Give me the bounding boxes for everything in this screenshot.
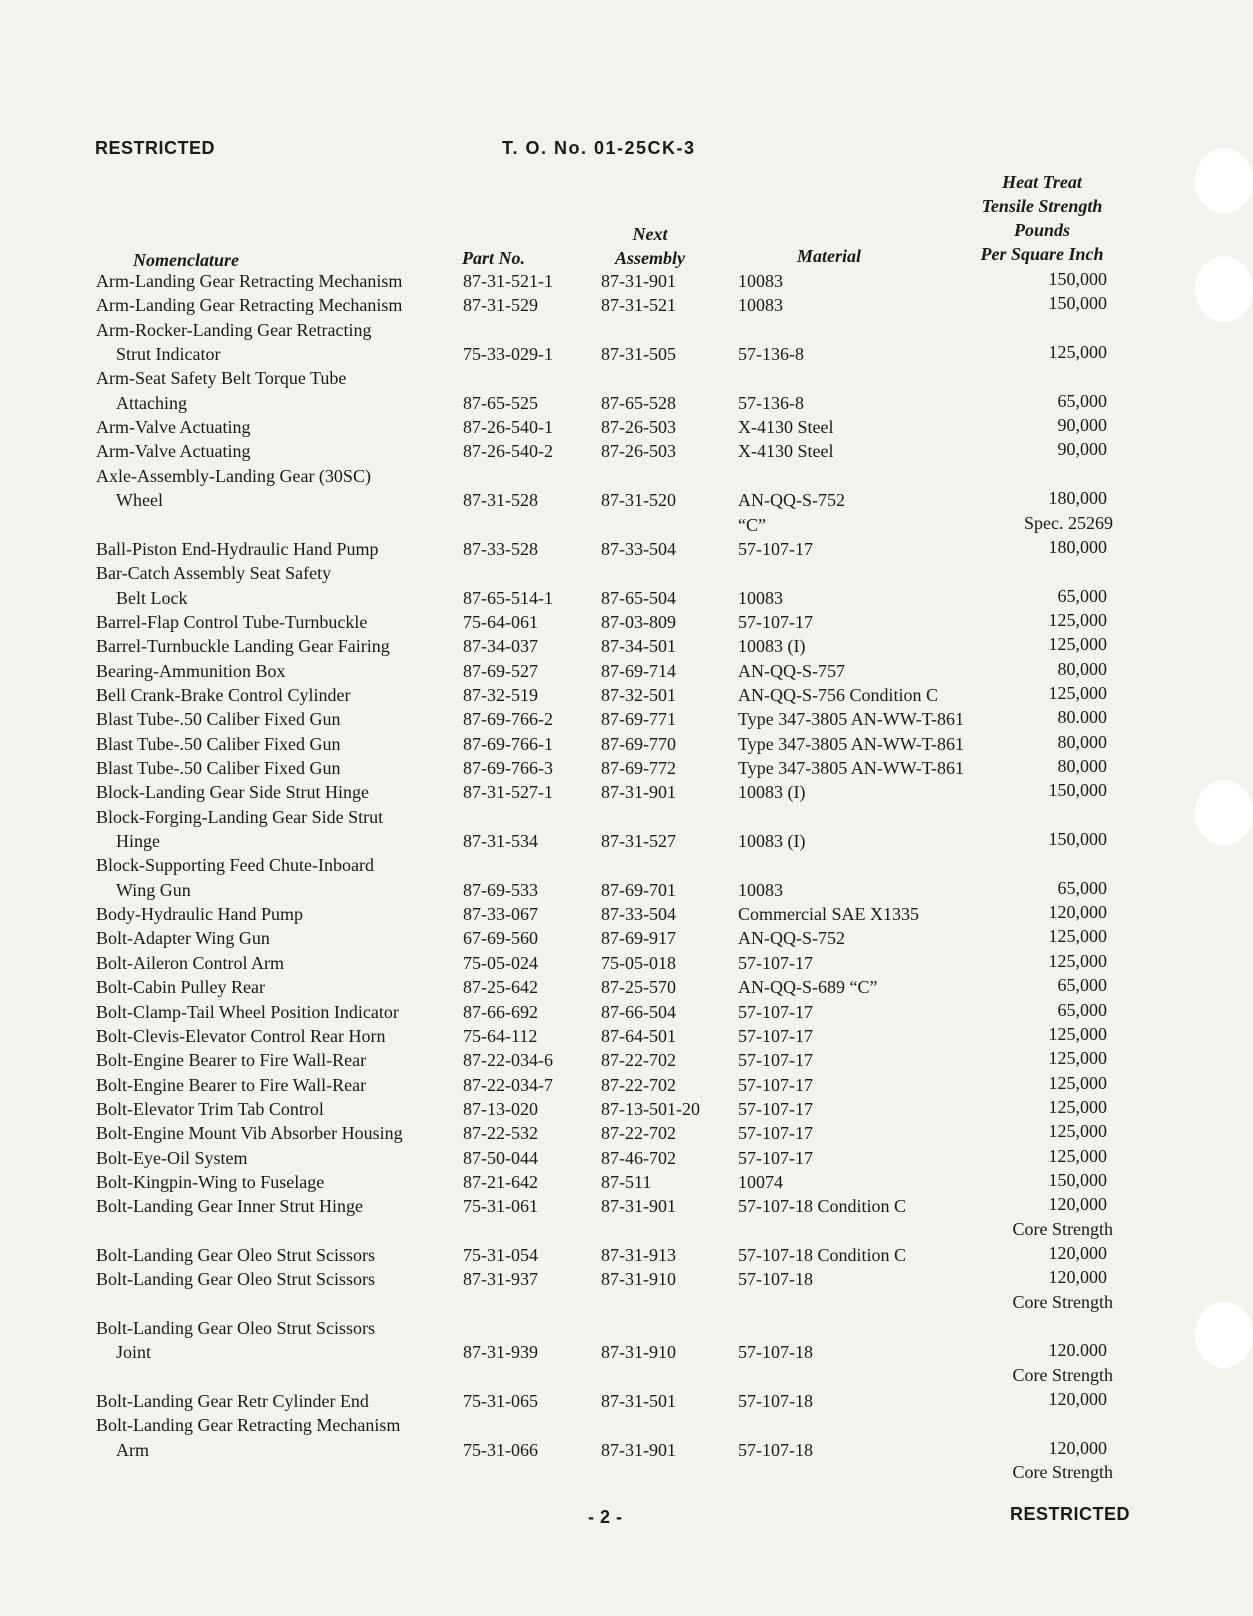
- nomenclature-cell: Ball-Piston End-Hydraulic Hand Pump: [96, 538, 379, 559]
- material-cell: 57-107-18: [738, 1439, 813, 1460]
- tensile-strength-cell: 80,000: [1057, 756, 1107, 776]
- column-header-strength: Heat Treat Tensile Strength Pounds Per Square Inch: [980, 172, 1104, 264]
- part-number-cell: 87-25-642: [463, 977, 538, 998]
- material-cell: 57-107-18: [738, 1269, 813, 1290]
- part-number-cell: 87-69-766-1: [463, 733, 553, 754]
- next-assembly-cell: 87-66-504: [601, 1001, 676, 1022]
- nomenclature-cell: Bolt-Clamp-Tail Wheel Position Indicator: [96, 1001, 399, 1022]
- next-assembly-cell: 87-33-504: [601, 538, 676, 559]
- tensile-strength-cell: 120,000: [1048, 1194, 1107, 1215]
- next-assembly-cell: 87-69-771: [601, 709, 676, 730]
- material-cell: Type 347-3805 AN-WW-T-861: [738, 709, 965, 730]
- nomenclature-cell: Arm-Rocker-Landing Gear Retracting: [96, 319, 372, 340]
- tensile-strength-cell: 120,000: [1048, 1389, 1107, 1410]
- column-header-next-assembly: Next Assembly: [615, 224, 685, 268]
- nomenclature-cell: Bolt-Clevis-Elevator Control Rear Horn: [96, 1025, 386, 1046]
- part-number-cell: 87-26-540-2: [463, 441, 553, 462]
- tensile-strength-cell: 125,000: [1048, 1096, 1107, 1117]
- tensile-strength-cell: 120,000: [1048, 902, 1107, 923]
- nomenclature-cell: Block-Landing Gear Side Strut Hinge: [96, 782, 369, 803]
- part-number-cell: 75-33-029-1: [463, 344, 553, 365]
- page-number: - 2 -: [588, 1507, 623, 1527]
- material-cell: Commercial SAE X1335: [738, 904, 919, 925]
- tensile-strength-cell: 150,000: [1048, 780, 1107, 801]
- nomenclature-cell: Barrel-Flap Control Tube-Turnbuckle: [96, 611, 368, 632]
- tensile-strength-cell: 120,000: [1048, 1437, 1107, 1458]
- material-cell: 57-107-17: [738, 952, 813, 973]
- part-number-cell: 87-69-527: [463, 660, 538, 681]
- tensile-strength-cell: 125,000: [1048, 950, 1107, 971]
- next-assembly-cell: 87-69-714: [601, 660, 676, 681]
- nomenclature-cell: Belt Lock: [116, 587, 188, 608]
- nomenclature-cell: Bolt-Landing Gear Inner Strut Hinge: [96, 1196, 363, 1217]
- nomenclature-cell: Bolt-Eye-Oil System: [96, 1147, 248, 1168]
- part-number-cell: 87-32-519: [463, 684, 538, 705]
- nomenclature-cell: Bolt-Adapter Wing Gun: [96, 928, 270, 949]
- part-number-cell: 87-65-514-1: [463, 587, 553, 608]
- next-assembly-cell: 87-65-528: [601, 392, 676, 413]
- nomenclature-cell: Bolt-Landing Gear Retracting Mechanism: [96, 1415, 401, 1436]
- nomenclature-cell: Arm-Landing Gear Retracting Mechanism: [96, 295, 403, 316]
- tensile-strength-cell: 180,000: [1048, 536, 1107, 557]
- material-cell: 57-107-17: [738, 1147, 813, 1168]
- nomenclature-cell: Bolt-Cabin Pulley Rear: [96, 977, 265, 998]
- tensile-strength-cell: 150,000: [1048, 293, 1107, 314]
- next-assembly-cell: 87-34-501: [601, 636, 676, 657]
- material-cell: AN-QQ-S-752: [738, 928, 845, 949]
- next-assembly-cell: 87-26-503: [601, 417, 676, 438]
- next-assembly-cell: 87-31-520: [601, 490, 676, 511]
- material-cell: 10083: [738, 879, 783, 900]
- material-cell: Type 347-3805 AN-WW-T-861: [738, 733, 965, 754]
- part-number-cell: 75-31-061: [463, 1196, 538, 1217]
- material-cell: 57-107-18: [738, 1342, 813, 1363]
- part-number-cell: 75-31-066: [463, 1439, 538, 1460]
- part-number-cell: 87-31-528: [463, 490, 538, 511]
- nomenclature-cell: Bolt-Kingpin-Wing to Fuselage: [96, 1171, 325, 1192]
- next-assembly-cell: 87-31-901: [601, 271, 676, 291]
- tensile-strength-cell: 125,000: [1048, 634, 1107, 655]
- part-number-cell: 87-13-020: [463, 1098, 538, 1119]
- tensile-strength-cell: 65,000: [1057, 975, 1107, 996]
- next-assembly-cell: 75-05-018: [601, 952, 676, 973]
- tensile-strength-cell: 150,000: [1048, 1169, 1107, 1190]
- material-cell: 57-107-18 Condition C: [738, 1245, 907, 1265]
- nomenclature-cell: Bearing-Ammunition Box: [96, 660, 286, 681]
- material-cell: 10074: [738, 1171, 783, 1192]
- tensile-strength-cell: 120,000: [1048, 1267, 1107, 1288]
- tensile-strength-cell: 65,000: [1057, 877, 1107, 898]
- next-assembly-cell: 87-13-501-20: [601, 1098, 700, 1119]
- part-number-cell: 87-34-037: [463, 636, 538, 657]
- nomenclature-cell: Bolt-Engine Mount Vib Absorber Housing: [96, 1123, 403, 1144]
- next-assembly-cell: 87-31-501: [601, 1391, 676, 1412]
- tensile-strength-cell: 125,000: [1048, 926, 1107, 947]
- material-cell: AN-QQ-S-689 “C”: [738, 977, 878, 998]
- next-assembly-cell: 87-26-503: [601, 441, 676, 462]
- material-cell: Type 347-3805 AN-WW-T-861: [738, 758, 965, 778]
- next-assembly-cell: 87-32-501: [601, 684, 676, 705]
- tensile-strength-cell: 125,000: [1048, 609, 1107, 630]
- nomenclature-cell: Blast Tube-.50 Caliber Fixed Gun: [96, 733, 341, 754]
- nomenclature-cell: Blast Tube-.50 Caliber Fixed Gun: [96, 709, 341, 730]
- material-cell: 57-107-17: [738, 538, 813, 559]
- nomenclature-cell: Wheel: [116, 490, 163, 511]
- material-cell: AN-QQ-S-757: [738, 660, 845, 681]
- next-assembly-cell: 87-22-702: [601, 1123, 676, 1144]
- tensile-strength-cell: 120,000: [1048, 1243, 1107, 1263]
- nomenclature-cell: Arm-Seat Safety Belt Torque Tube: [96, 368, 347, 389]
- next-assembly-cell: 87-31-913: [601, 1245, 676, 1265]
- tensile-strength-cell: 90,000: [1057, 439, 1107, 460]
- part-number-cell: 75-31-065: [463, 1391, 538, 1412]
- tensile-strength-cell: 125,000: [1048, 342, 1107, 363]
- tensile-strength-cell: 125,000: [1048, 1121, 1107, 1142]
- strength-note-cell: Core Strength: [1012, 1291, 1113, 1312]
- tensile-strength-cell: 65,000: [1057, 390, 1107, 411]
- material-cell: 10083 (I): [738, 831, 806, 852]
- material-cell-continued: “C”: [738, 514, 766, 535]
- tensile-strength-cell: 80.000: [1057, 707, 1107, 728]
- part-number-cell: 87-31-527-1: [463, 782, 553, 803]
- next-assembly-cell: 87-33-504: [601, 904, 676, 925]
- strength-note-cell: Core Strength: [1012, 1462, 1113, 1483]
- part-number-cell: 87-69-533: [463, 879, 538, 900]
- nomenclature-cell: Strut Indicator: [116, 344, 221, 365]
- part-number-cell: 87-31-521-1: [463, 271, 553, 291]
- tensile-strength-cell: 150,000: [1048, 269, 1107, 289]
- next-assembly-cell: 87-22-702: [601, 1074, 676, 1095]
- part-number-cell: 75-05-024: [463, 952, 538, 973]
- nomenclature-cell: Bolt-Elevator Trim Tab Control: [96, 1098, 324, 1119]
- material-cell: 57-107-17: [738, 1123, 813, 1144]
- part-number-cell: 75-64-061: [463, 611, 538, 632]
- part-number-cell: 87-33-528: [463, 538, 538, 559]
- document-number: T. O. No. 01-25CK-3: [502, 138, 696, 158]
- nomenclature-cell: Bell Crank-Brake Control Cylinder: [96, 684, 351, 705]
- part-number-cell: 67-69-560: [463, 928, 538, 949]
- part-number-cell: 87-22-532: [463, 1123, 538, 1144]
- next-assembly-cell: 87-03-809: [601, 611, 676, 632]
- next-assembly-cell: 87-69-772: [601, 758, 676, 778]
- part-number-cell: 87-31-937: [463, 1269, 538, 1290]
- next-assembly-cell: 87-69-701: [601, 879, 676, 900]
- material-cell: 57-107-17: [738, 1050, 813, 1071]
- tensile-strength-cell: 65,000: [1057, 999, 1107, 1020]
- tensile-strength-cell: 150,000: [1048, 829, 1107, 850]
- nomenclature-cell: Barrel-Turnbuckle Landing Gear Fairing: [96, 636, 390, 657]
- next-assembly-cell: 87-511: [601, 1171, 652, 1192]
- next-assembly-cell: 87-64-501: [601, 1025, 676, 1046]
- tensile-strength-cell: 125,000: [1048, 1145, 1107, 1166]
- tensile-strength-cell: 90,000: [1057, 415, 1107, 436]
- part-number-cell: 87-31-939: [463, 1342, 538, 1363]
- tensile-strength-cell: 125,000: [1048, 1023, 1107, 1044]
- tensile-strength-cell: 180,000: [1048, 488, 1107, 509]
- part-number-cell: 87-31-534: [463, 831, 538, 852]
- material-cell: 57-136-8: [738, 392, 804, 413]
- tensile-strength-cell: 125,000: [1048, 682, 1107, 703]
- nomenclature-cell: Bolt-Engine Bearer to Fire Wall-Rear: [96, 1074, 367, 1095]
- material-cell: AN-QQ-S-752: [738, 490, 845, 511]
- next-assembly-cell: 87-22-702: [601, 1050, 676, 1071]
- classification-header: RESTRICTED: [95, 138, 216, 158]
- next-assembly-cell: 87-31-901: [601, 1196, 676, 1217]
- material-cell: 10083 (I): [738, 782, 806, 803]
- material-cell: X-4130 Steel: [738, 417, 834, 438]
- next-assembly-cell: 87-31-910: [601, 1269, 676, 1290]
- next-assembly-cell: 87-46-702: [601, 1147, 676, 1168]
- material-cell: X-4130 Steel: [738, 441, 834, 462]
- part-number-cell: 87-65-525: [463, 392, 538, 413]
- nomenclature-cell: Arm: [116, 1439, 149, 1460]
- nomenclature-cell: Bolt-Engine Bearer to Fire Wall-Rear: [96, 1050, 367, 1071]
- material-cell: 57-107-17: [738, 1025, 813, 1046]
- nomenclature-cell: Wing Gun: [116, 879, 191, 900]
- material-cell: 57-107-17: [738, 1074, 813, 1095]
- material-cell: 57-107-17: [738, 611, 813, 632]
- material-cell: 10083: [738, 295, 783, 316]
- material-cell: AN-QQ-S-756 Condition C: [738, 684, 939, 705]
- tensile-strength-cell: 65,000: [1057, 585, 1107, 606]
- nomenclature-cell: Bolt-Landing Gear Oleo Strut Scissors: [96, 1318, 375, 1339]
- nomenclature-cell: Arm-Valve Actuating: [96, 417, 251, 438]
- part-number-cell: 87-31-529: [463, 295, 538, 316]
- nomenclature-cell: Bolt-Landing Gear Oleo Strut Scissors: [96, 1245, 375, 1265]
- strength-note-cell: Core Strength: [1012, 1218, 1113, 1239]
- part-number-cell: 87-33-067: [463, 904, 538, 925]
- part-number-cell: 87-50-044: [463, 1147, 538, 1168]
- column-header-material: Material: [797, 246, 862, 266]
- next-assembly-cell: 87-69-917: [601, 928, 676, 949]
- next-assembly-cell: 87-25-570: [601, 977, 676, 998]
- nomenclature-cell: Attaching: [116, 392, 187, 413]
- next-assembly-cell: 87-31-505: [601, 344, 676, 365]
- nomenclature-cell: Arm-Valve Actuating: [96, 441, 251, 462]
- tensile-strength-cell: 120.000: [1048, 1340, 1107, 1361]
- tensile-strength-cell: 125,000: [1048, 1072, 1107, 1093]
- part-number-cell: 87-22-034-7: [463, 1074, 553, 1095]
- nomenclature-cell: Hinge: [116, 831, 160, 852]
- nomenclature-cell: Block-Forging-Landing Gear Side Strut: [96, 806, 384, 827]
- material-cell: 57-107-17: [738, 1001, 813, 1022]
- part-number-cell: 75-64-112: [463, 1025, 538, 1046]
- part-number-cell: 87-69-766-3: [463, 758, 553, 778]
- nomenclature-cell: Arm-Landing Gear Retracting Mechanism: [96, 271, 403, 291]
- material-cell: 57-107-17: [738, 1098, 813, 1119]
- next-assembly-cell: 87-69-770: [601, 733, 676, 754]
- nomenclature-cell: Bolt-Aileron Control Arm: [96, 952, 284, 973]
- part-number-cell: 87-66-692: [463, 1001, 538, 1022]
- strength-note-cell: Core Strength: [1012, 1364, 1113, 1385]
- nomenclature-cell: Blast Tube-.50 Caliber Fixed Gun: [96, 758, 341, 778]
- tensile-strength-cell: 80,000: [1057, 731, 1107, 752]
- nomenclature-cell: Bolt-Landing Gear Retr Cylinder End: [96, 1391, 369, 1412]
- part-number-cell: 87-21-642: [463, 1171, 538, 1192]
- tensile-strength-cell: 80,000: [1057, 658, 1107, 679]
- part-number-cell: 87-69-766-2: [463, 709, 553, 730]
- next-assembly-cell: 87-31-521: [601, 295, 676, 316]
- classification-footer: RESTRICTED: [1010, 1504, 1131, 1524]
- part-number-cell: 87-26-540-1: [463, 417, 553, 438]
- next-assembly-cell: 87-65-504: [601, 587, 676, 608]
- nomenclature-cell: Joint: [116, 1342, 152, 1363]
- nomenclature-cell: Bolt-Landing Gear Oleo Strut Scissors: [96, 1269, 375, 1290]
- material-cell: 57-107-18: [738, 1391, 813, 1412]
- nomenclature-cell: Body-Hydraulic Hand Pump: [96, 904, 303, 925]
- tensile-strength-cell: 125,000: [1048, 1048, 1107, 1069]
- part-number-cell: 87-22-034-6: [463, 1050, 553, 1071]
- nomenclature-cell: Block-Supporting Feed Chute-Inboard: [96, 855, 374, 876]
- material-cell: 57-136-8: [738, 344, 804, 365]
- column-header-part-no: Part No.: [462, 248, 525, 268]
- material-cell: 10083: [738, 587, 783, 608]
- part-number-cell: 75-31-054: [463, 1245, 538, 1265]
- strength-note-cell: Spec. 25269: [1024, 512, 1113, 533]
- material-cell: 57-107-18 Condition C: [738, 1196, 907, 1217]
- material-cell: 10083: [738, 271, 783, 291]
- column-header-nomenclature: Nomenclature: [133, 250, 239, 270]
- next-assembly-cell: 87-31-910: [601, 1342, 676, 1363]
- nomenclature-cell: Axle-Assembly-Landing Gear (30SC): [96, 465, 371, 486]
- next-assembly-cell: 87-31-901: [601, 1439, 676, 1460]
- next-assembly-cell: 87-31-527: [601, 831, 676, 852]
- nomenclature-cell: Bar-Catch Assembly Seat Safety: [96, 563, 332, 584]
- next-assembly-cell: 87-31-901: [601, 782, 676, 803]
- material-cell: 10083 (I): [738, 636, 806, 657]
